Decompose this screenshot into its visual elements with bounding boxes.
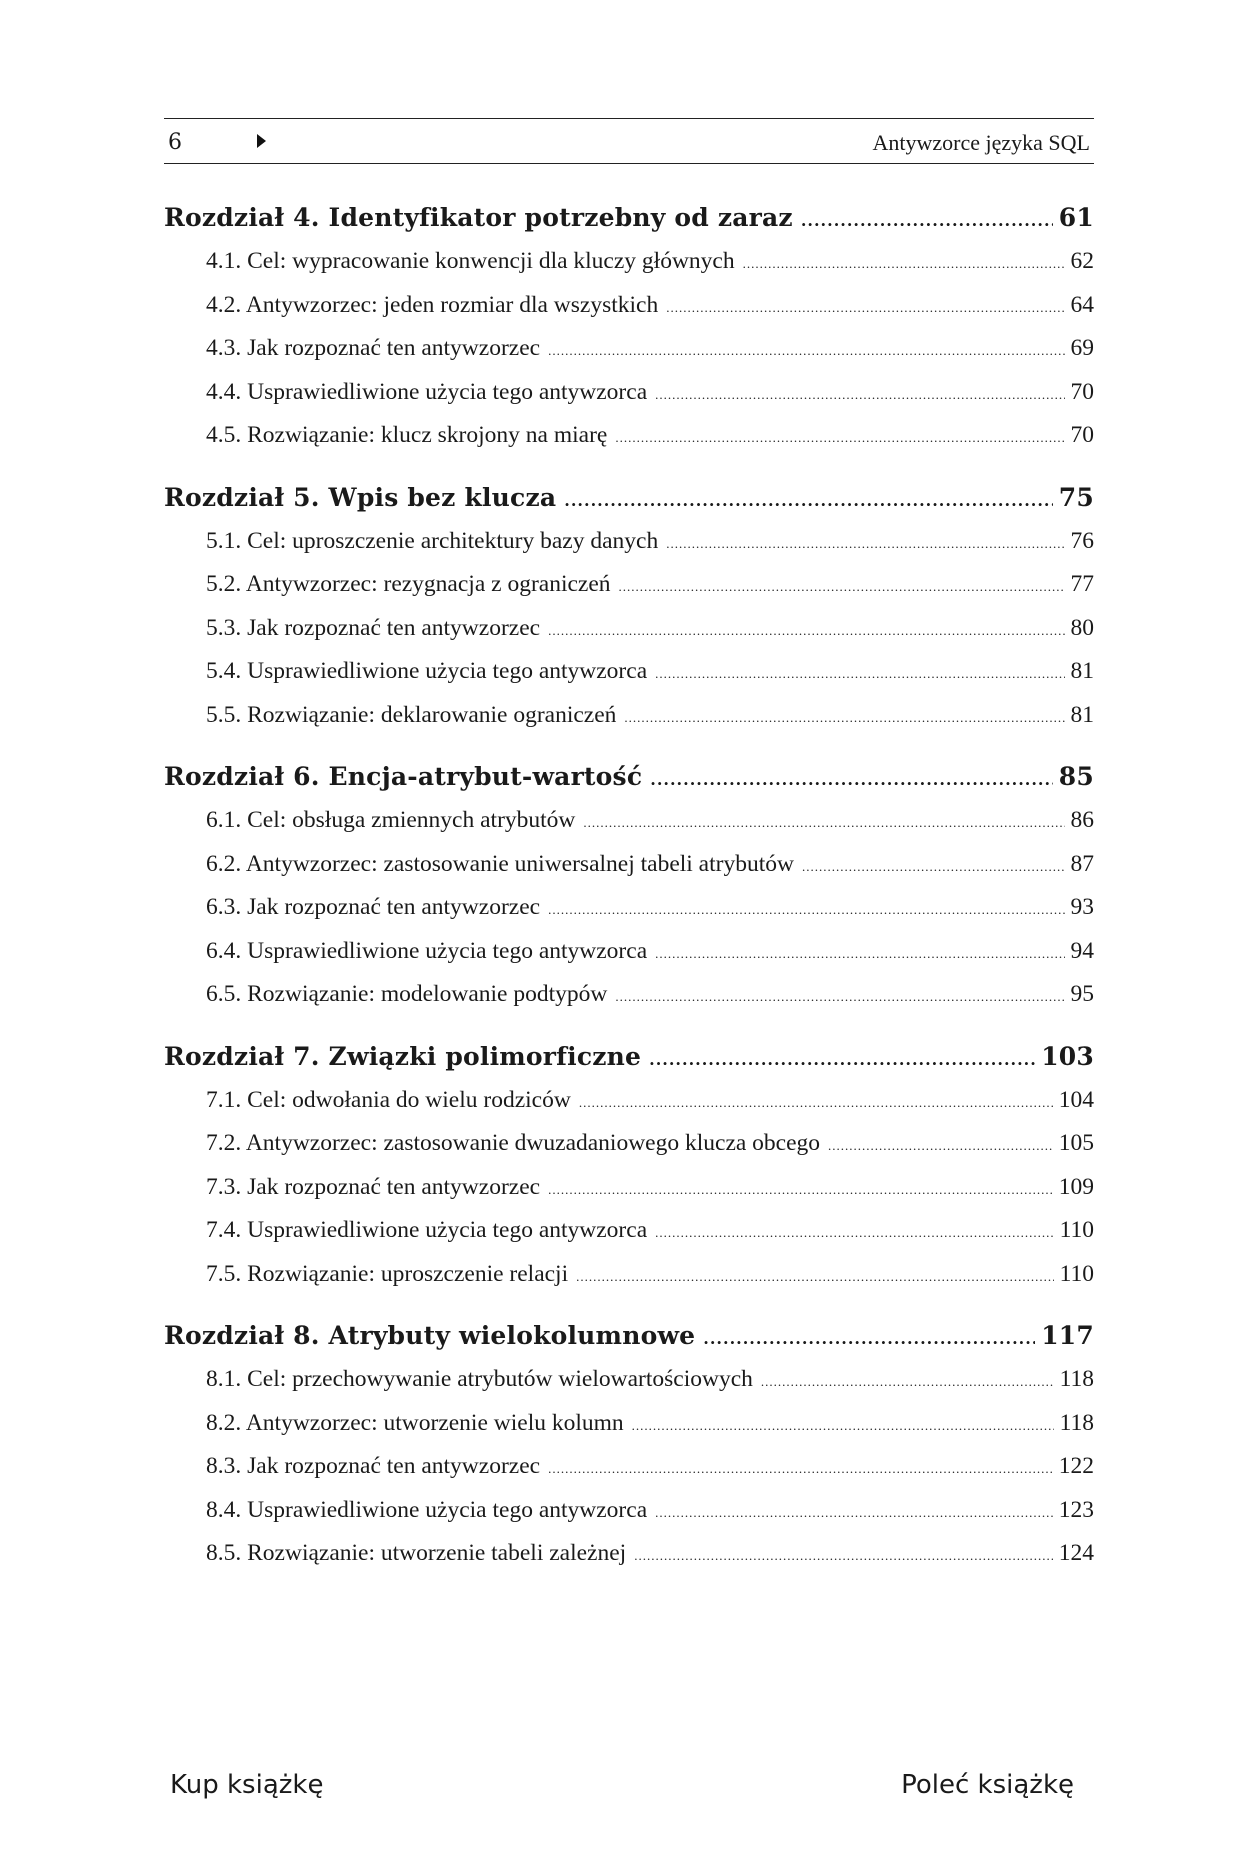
toc-section-entry-page: 124 (1058, 1540, 1094, 1566)
toc-section-entry-title: 4.3. Jak rozpoznać ten antywzorzec (206, 335, 541, 361)
toc-section-entry[interactable] (164, 414, 1094, 458)
toc-section-entry[interactable] (164, 1166, 1094, 1210)
toc-section-entry[interactable] (164, 1209, 1094, 1253)
toc-section-entry-page: 70 (1070, 422, 1094, 448)
toc-section-entry-title: 6.1. Cel: obsługa zmiennych atrybutów (206, 807, 576, 833)
table-of-contents (164, 196, 1094, 1594)
toc-section-entry[interactable] (164, 973, 1094, 1017)
toc-section-entry-title: 7.4. Usprawiedliwione użycia tego antywzorca (206, 1217, 648, 1243)
dot-leader (650, 758, 1053, 802)
toc-section-entry[interactable] (164, 1079, 1094, 1123)
toc-section-entry-page: 109 (1058, 1173, 1094, 1200)
dot-leader (579, 1081, 1053, 1125)
dot-leader (548, 1447, 1053, 1491)
dot-leader (666, 522, 1064, 566)
toc-chapter-entry-page: 85 (1058, 762, 1094, 791)
toc-section-entry-title: 7.3. Jak rozpoznać ten antywzorzec (206, 1173, 541, 1200)
dot-leader (703, 1317, 1035, 1361)
toc-chapter-entry-page: 103 (1041, 1041, 1094, 1071)
toc-section-entry-page: 104 (1058, 1086, 1094, 1113)
toc-section-entry-page: 64 (1070, 291, 1094, 318)
dot-leader (649, 1038, 1035, 1082)
toc-chapter-entry-title: Rozdział 4. Identyfikator potrzebny od zaraz (164, 203, 793, 232)
toc-chapter-entry[interactable] (164, 1314, 1094, 1358)
triangle-right-icon (257, 134, 266, 148)
toc-section-entry[interactable] (164, 650, 1094, 694)
toc-section-entry[interactable] (164, 520, 1094, 564)
toc-section-entry-page: 69 (1070, 335, 1094, 361)
toc-section-entry[interactable] (164, 1489, 1094, 1533)
dot-leader (743, 242, 1065, 286)
toc-section-entry-page: 123 (1058, 1496, 1094, 1523)
toc-section-entry[interactable] (164, 371, 1094, 415)
toc-section-entry[interactable] (164, 607, 1094, 651)
toc-section-entry-page: 70 (1070, 378, 1094, 405)
toc-chapter (164, 476, 1094, 738)
toc-section-entry-page: 62 (1070, 248, 1094, 274)
toc-section-entry-page: 110 (1059, 1217, 1094, 1243)
toc-section-entry-page: 80 (1070, 614, 1094, 641)
toc-chapter-entry-page: 117 (1041, 1321, 1094, 1350)
toc-section-entry[interactable] (164, 1445, 1094, 1489)
dot-leader (619, 565, 1065, 609)
toc-section-entry[interactable] (164, 1122, 1094, 1166)
toc-section-entry-page: 93 (1070, 894, 1094, 920)
toc-section-entry-title: 6.5. Rozwiązanie: modelowanie podtypów (206, 981, 608, 1007)
page-number: 6 (168, 130, 182, 155)
toc-chapter (164, 1035, 1094, 1297)
dot-leader (655, 373, 1064, 417)
toc-section-entry-title: 5.2. Antywzorzec: rezygnacja z ograniczeń (206, 571, 611, 597)
toc-section-entry-title: 5.1. Cel: uproszczenie architektury bazy danych (206, 527, 659, 554)
toc-section-entry-title: 6.2. Antywzorzec: zastosowanie uniwersalnej tabeli atrybutów (206, 850, 794, 877)
toc-section-entry[interactable] (164, 930, 1094, 974)
toc-section-entry[interactable] (164, 1253, 1094, 1297)
dot-leader (548, 329, 1064, 373)
toc-section-entry-title: 5.5. Rozwiązanie: deklarowanie ograniczeń (206, 701, 617, 728)
toc-section-entry[interactable] (164, 284, 1094, 328)
toc-section-entry-title: 8.2. Antywzorzec: utworzenie wielu kolumn (206, 1409, 624, 1436)
dot-leader (801, 199, 1053, 243)
toc-section-entry-page: 118 (1059, 1366, 1094, 1392)
toc-section-entry-title: 6.3. Jak rozpoznać ten antywzorzec (206, 894, 541, 920)
toc-section-entry-title: 4.4. Usprawiedliwione użycia tego antywzorca (206, 378, 648, 405)
toc-section-entry-page: 81 (1070, 658, 1094, 684)
toc-section-entry-page: 81 (1070, 701, 1094, 728)
toc-section-entry[interactable] (164, 694, 1094, 738)
dot-leader (655, 932, 1064, 976)
toc-section-entry-page: 105 (1058, 1130, 1094, 1156)
toc-section-entry[interactable] (164, 886, 1094, 930)
toc-section-entry-page: 118 (1059, 1409, 1094, 1436)
dot-leader (655, 1211, 1053, 1255)
toc-section-entry[interactable] (164, 327, 1094, 371)
dot-leader (548, 609, 1064, 653)
toc-chapter-entry[interactable] (164, 196, 1094, 240)
toc-section-entry-page: 122 (1058, 1453, 1094, 1479)
dot-leader (548, 888, 1064, 932)
toc-chapter-entry-title: Rozdział 5. Wpis bez klucza (164, 482, 557, 512)
recommend-book-link[interactable]: Poleć książkę (901, 1770, 1074, 1800)
toc-section-entry-title: 4.5. Rozwiązanie: klucz skrojony na miarę (206, 422, 608, 448)
toc-section-entry[interactable] (164, 240, 1094, 284)
running-header (164, 118, 1094, 164)
toc-section-entry[interactable] (164, 1358, 1094, 1402)
buy-book-link[interactable]: Kup książkę (170, 1770, 324, 1800)
toc-section-entry[interactable] (164, 799, 1094, 843)
toc-chapter-entry-title: Rozdział 6. Encja-atrybut-wartość (164, 762, 643, 791)
toc-section-entry-title: 4.1. Cel: wypracowanie konwencji dla kluczy głównych (206, 248, 735, 274)
toc-section-entry-title: 8.3. Jak rozpoznać ten antywzorzec (206, 1453, 541, 1479)
toc-section-entry-title: 7.5. Rozwiązanie: uproszczenie relacji (206, 1260, 569, 1287)
toc-section-entry[interactable] (164, 1402, 1094, 1446)
toc-chapter-entry-page: 75 (1058, 482, 1094, 512)
toc-section-entry-page: 76 (1070, 527, 1094, 554)
book-title: Antywzorce języka SQL (872, 130, 1090, 155)
toc-section-entry-page: 77 (1070, 571, 1094, 597)
toc-section-entry-title: 5.4. Usprawiedliwione użycia tego antywzorca (206, 658, 648, 684)
toc-section-entry-page: 95 (1070, 981, 1094, 1007)
dot-leader (576, 1255, 1053, 1299)
toc-chapter (164, 196, 1094, 458)
toc-section-entry[interactable] (164, 1532, 1094, 1576)
dot-leader (634, 1534, 1053, 1578)
dot-leader (802, 845, 1065, 889)
toc-section-entry-title: 6.4. Usprawiedliwione użycia tego antywzorca (206, 937, 648, 964)
toc-chapter-entry-title: Rozdział 8. Atrybuty wielokolumnowe (164, 1321, 696, 1350)
dot-leader (548, 1168, 1053, 1212)
toc-section-entry[interactable] (164, 843, 1094, 887)
dot-leader (761, 1360, 1054, 1404)
toc-section-entry-title: 8.1. Cel: przechowywanie atrybutów wielowartościowych (206, 1366, 753, 1392)
dot-leader (828, 1124, 1053, 1168)
toc-section-entry-title: 8.5. Rozwiązanie: utworzenie tabeli zależnej (206, 1540, 627, 1566)
dot-leader (655, 1491, 1053, 1535)
dot-leader (655, 652, 1064, 696)
toc-section-entry-title: 7.1. Cel: odwołania do wielu rodziców (206, 1086, 571, 1113)
toc-chapter-entry[interactable] (164, 476, 1094, 520)
dot-leader (564, 479, 1053, 523)
dot-leader (615, 975, 1064, 1019)
toc-section-entry-title: 7.2. Antywzorzec: zastosowanie dwuzadaniowego klucza obcego (206, 1130, 821, 1156)
toc-section-entry-page: 87 (1070, 850, 1094, 877)
dot-leader (624, 696, 1064, 740)
toc-chapter-entry[interactable] (164, 1035, 1094, 1079)
dot-leader (632, 1404, 1054, 1448)
dot-leader (583, 801, 1064, 845)
toc-chapter-entry-title: Rozdział 7. Związki polimorficzne (164, 1041, 642, 1071)
toc-section-entry-page: 86 (1070, 807, 1094, 833)
toc-section-entry-title: 4.2. Antywzorzec: jeden rozmiar dla wszystkich (206, 291, 659, 318)
toc-chapter (164, 755, 1094, 1017)
dot-leader (615, 416, 1064, 460)
toc-section-entry-page: 110 (1059, 1260, 1094, 1287)
toc-chapter-entry-page: 61 (1058, 203, 1094, 232)
toc-chapter (164, 1314, 1094, 1576)
toc-section-entry[interactable] (164, 563, 1094, 607)
toc-chapter-entry[interactable] (164, 755, 1094, 799)
dot-leader (666, 286, 1064, 330)
toc-section-entry-page: 94 (1070, 937, 1094, 964)
toc-section-entry-title: 5.3. Jak rozpoznać ten antywzorzec (206, 614, 541, 641)
toc-section-entry-title: 8.4. Usprawiedliwione użycia tego antywzorca (206, 1496, 648, 1523)
